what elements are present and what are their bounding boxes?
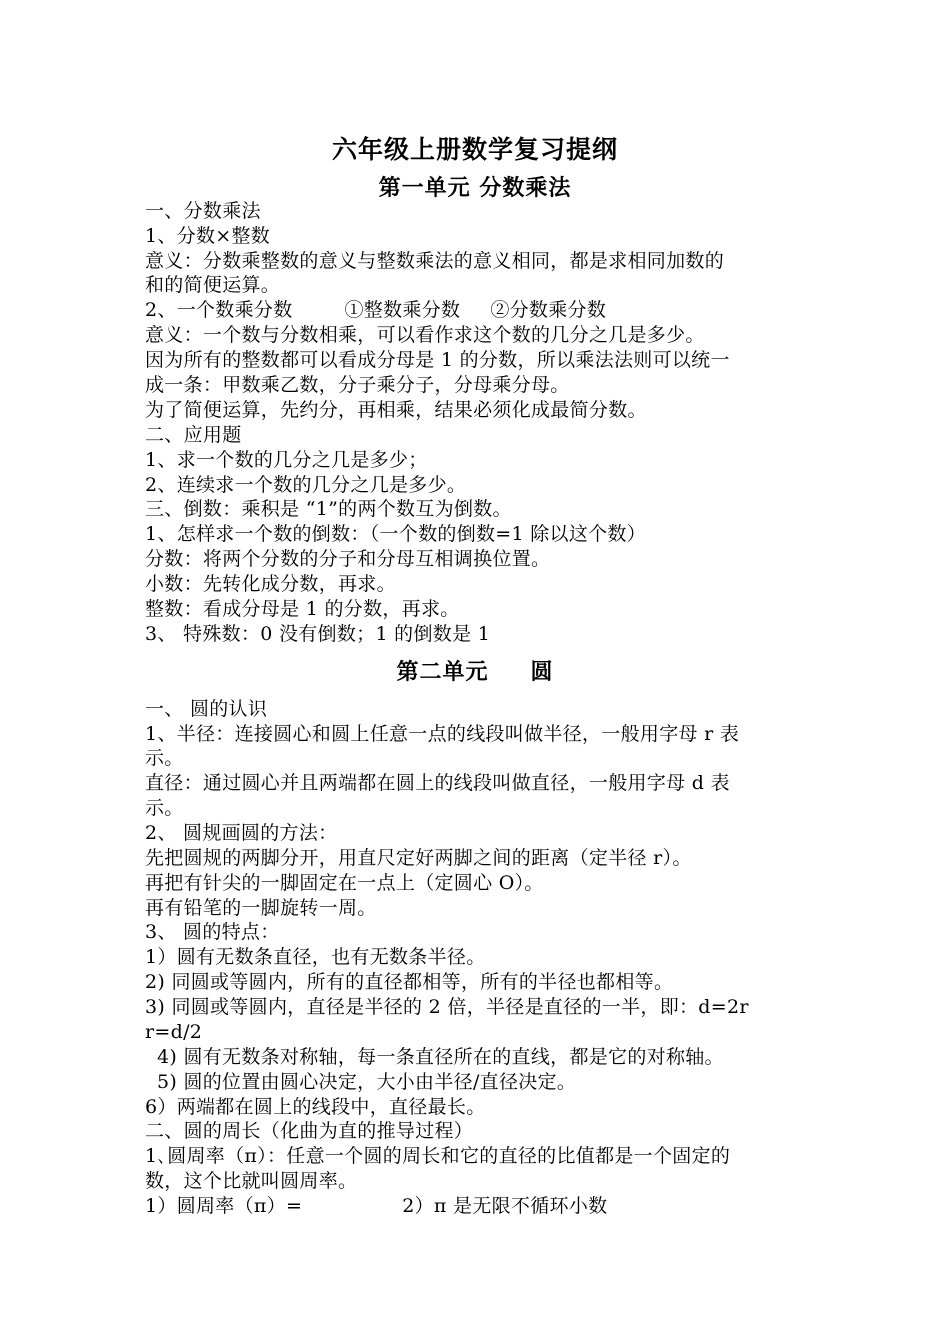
text-line: 2、 圆规画圆的方法： [145, 822, 338, 844]
text-line: 2) 同圆或等圆内，所有的直径都相等，所有的半径也都相等。 [145, 971, 674, 993]
text-line: 因为所有的整数都可以看成分母是 1 的分数，所以乘法法则可以统一 [145, 349, 730, 371]
text-line-with-columns [145, 1194, 815, 1218]
text-line: 一、 圆的认识 [145, 698, 268, 720]
text-line: 4) 圆有无数条对称轴，每一条直径所在的直线，都是它的对称轴。 [157, 1046, 724, 1068]
text-segment: ①整数乘分数 [344, 299, 461, 321]
text-line: 示。 [145, 797, 184, 819]
text-line: 1）圆有无数条直径，也有无数条半径。 [145, 946, 486, 968]
text-line: 1、怎样求一个数的倒数：（一个数的倒数=1 除以这个数） [145, 523, 647, 545]
text-line: 数，这个比就叫圆周率。 [145, 1170, 358, 1192]
text-line: 3) 同圆或等圆内，直径是半径的 2 倍，半径是直径的一半，即：d=2r [145, 996, 749, 1018]
text-line: 6）两端都在圆上的线段中，直径最长。 [145, 1096, 486, 1118]
text-line: 直径：通过圆心并且两端都在圆上的线段叫做直径，一般用字母 d 表 [145, 772, 730, 794]
text-line: 1､圆周率（π）：任意一个圆的周长和它的直径的比值都是一个固定的 [145, 1145, 731, 1167]
unit2-heading-topic: 圆 [530, 659, 554, 685]
unit2-heading-label: 第二单元 [396, 659, 489, 685]
text-line: 1、求一个数的几分之几是多少； [145, 449, 428, 471]
text-line: 二、圆的周长（化曲为直的推导过程） [145, 1120, 474, 1142]
text-line: r=d/2 [145, 1021, 203, 1043]
text-line: 小数：先转化成分数，再求。 [145, 573, 396, 595]
text-line: 1、分数×整数 [145, 225, 271, 247]
text-line: 3、 圆的特点： [145, 921, 280, 943]
text-segment: 1）圆周率（π）= [145, 1195, 303, 1217]
text-line: 意义：一个数与分数相乘，可以看作求这个数的几分之几是多少。 [145, 324, 705, 346]
text-line: 示。 [145, 747, 184, 769]
main-title: 六年级上册数学复习提纲 [331, 135, 618, 164]
text-line: 再有铅笔的一脚旋转一周。 [145, 897, 377, 919]
text-segment: 2）π 是无限不循环小数 [402, 1195, 608, 1217]
text-line: 整数：看成分母是 1 的分数，再求。 [145, 598, 460, 620]
text-line: 为了简便运算，先约分，再相乘，结果必须化成最简分数。 [145, 399, 647, 421]
unit1-heading: 第一单元 分数乘法 [378, 175, 572, 201]
text-line: 3、 特殊数：0 没有倒数；1 的倒数是 1 [145, 623, 491, 645]
text-segment: 2、一个数乘分数 [145, 299, 293, 321]
text-line: 分数：将两个分数的分子和分母互相调换位置。 [145, 548, 551, 570]
text-line: 二、应用题 [145, 424, 242, 446]
text-line: 三、倒数：乘积是 “1”的两个数互为倒数。 [145, 498, 512, 520]
text-line: 和的简便运算。 [145, 274, 281, 296]
text-line: 一、分数乘法 [145, 200, 261, 222]
text-line: 意义：分数乘整数的意义与整数乘法的意义相同，都是求相同加数的 [145, 250, 725, 272]
text-line: 2、连续求一个数的几分之几是多少。 [145, 474, 467, 496]
text-line: 再把有针尖的一脚固定在一点上（定圆心 O）。 [145, 872, 544, 894]
text-line: 5) 圆的位置由圆心决定，大小由半径/直径决定。 [157, 1071, 577, 1093]
text-segment: ②分数乘分数 [490, 299, 607, 321]
text-line: 1、半径：连接圆心和圆上任意一点的线段叫做半径，一般用字母 r 表 [145, 723, 740, 745]
text-line: 先把圆规的两脚分开，用直尺定好两脚之间的距离（定半径 r）。 [145, 847, 692, 869]
unit2-heading [0, 657, 950, 687]
text-line: 成一条：甲数乘乙数，分子乘分子，分母乘分母。 [145, 374, 570, 396]
text-line-with-columns [145, 298, 815, 322]
